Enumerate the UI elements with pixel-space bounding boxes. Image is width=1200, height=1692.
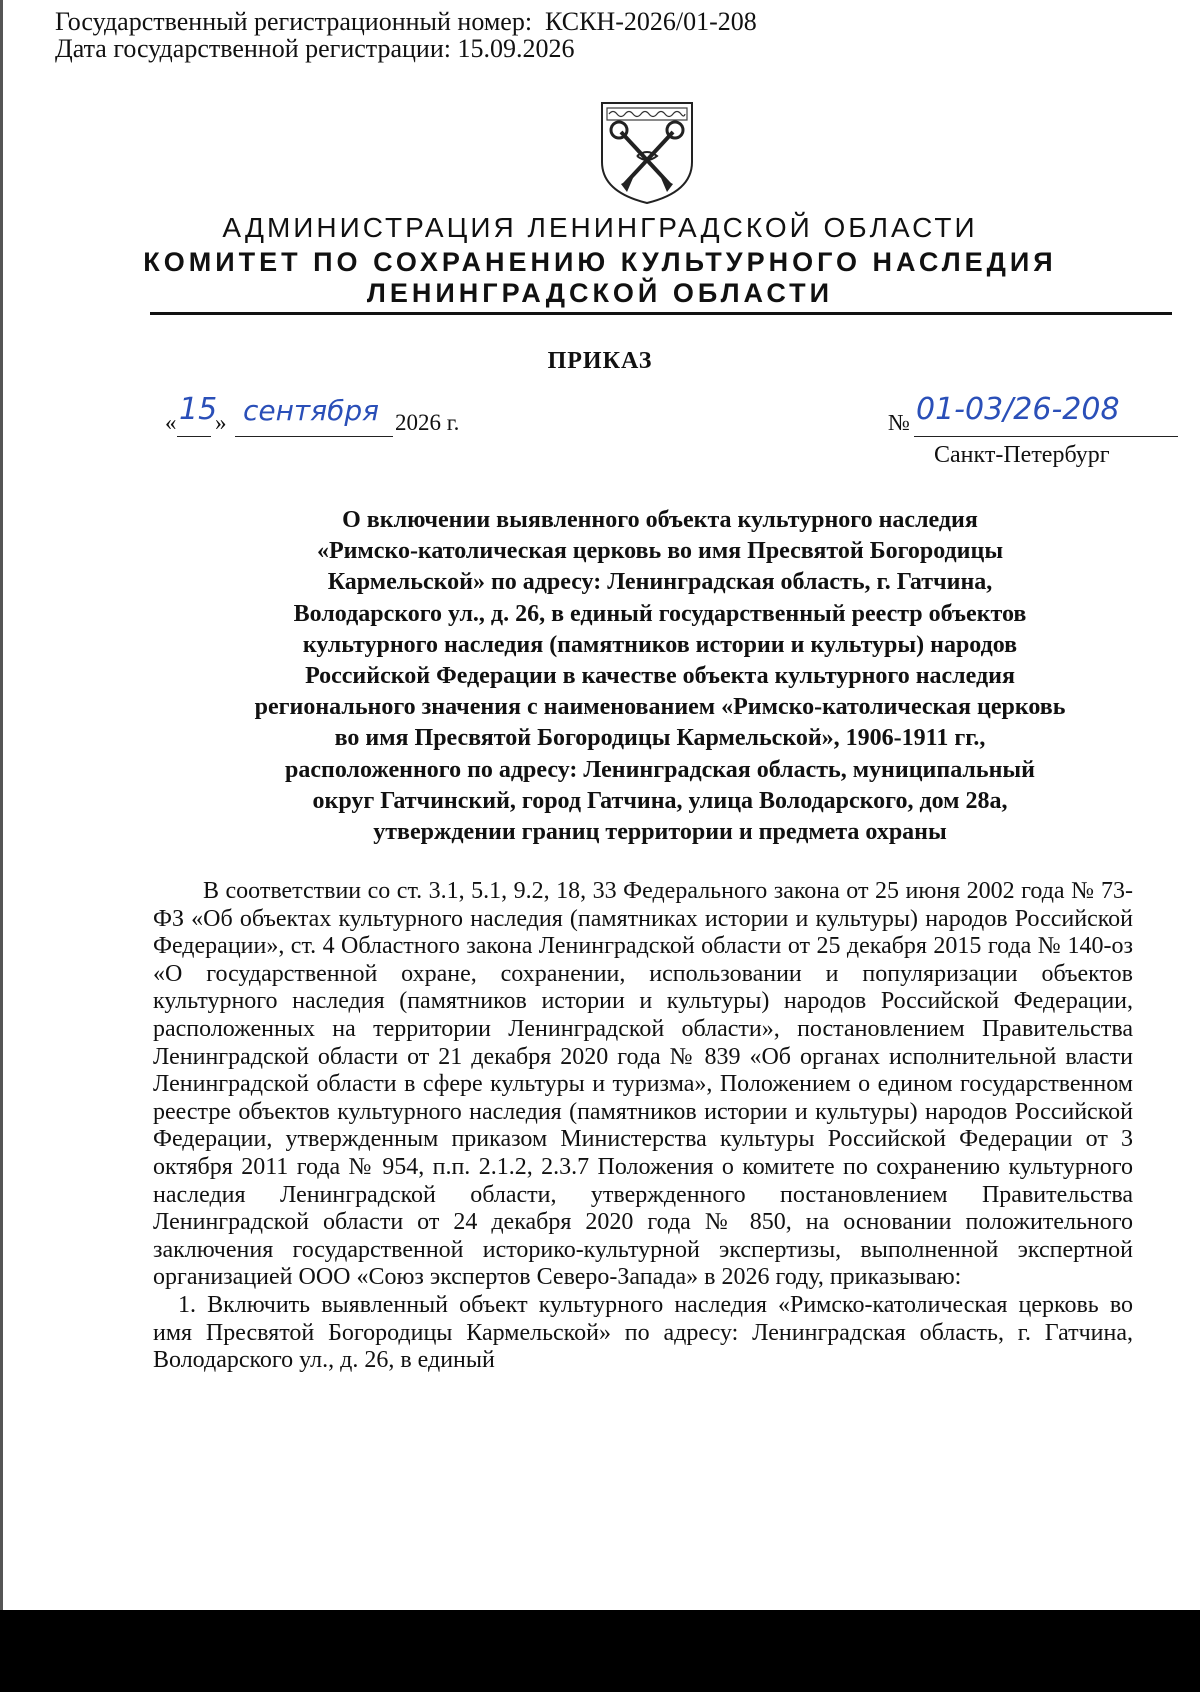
number-sign: № bbox=[888, 410, 910, 435]
administration-heading: АДМИНИСТРАЦИЯ ЛЕНИНГРАДСКОЙ ОБЛАСТИ bbox=[222, 212, 978, 243]
order-item-1: 1. Включить выявленный объект культурного наследия «Римско-католическая церковь во имя Пресвятой Богородицы Кармельской» по адресу: Ленинградская область, г. Гатчина, Володарского ул., д. 26, в единый bbox=[153, 1291, 1133, 1374]
title-line: культурного наследия (памятников истории и культуры) народов bbox=[302, 631, 1018, 658]
scan-bottom-border bbox=[0, 1610, 1200, 1692]
date-month-handwritten: сентября bbox=[243, 394, 379, 427]
date-day-handwritten: 15 bbox=[179, 392, 218, 427]
title-line: регионального значения с наименованием «Римско-католическая церковь bbox=[254, 694, 1066, 721]
date-day-underline bbox=[177, 436, 211, 437]
title-line: округ Гатчинский, город Гатчина, улица Володарского, дом 28а, bbox=[312, 787, 1008, 814]
title-line: во имя Пресвятой Богородицы Кармельской», 1906-1911 гг., bbox=[334, 725, 986, 752]
coat-of-arms-icon bbox=[599, 100, 695, 206]
order-number bbox=[888, 392, 1178, 440]
title-line: Володарского ул., д. 26, в единый государственный реестр объектов bbox=[293, 600, 1027, 627]
order-body bbox=[153, 878, 1133, 1375]
registration-number: Государственный регистрационный номер: КСКН-2026/01-208 bbox=[55, 7, 757, 36]
number-underline bbox=[914, 436, 1178, 437]
title-line: расположенного по адресу: Ленинградская область, муниципальный bbox=[285, 756, 1035, 783]
order-date bbox=[165, 392, 505, 440]
registration-date: Дата государственной регистрации: 15.09.2026 bbox=[55, 34, 575, 63]
city: Санкт-Петербург bbox=[934, 442, 1110, 468]
date-close-quote: » bbox=[215, 410, 227, 435]
title-line: «Римско-католическая церковь во имя Пресвятой Богородицы bbox=[316, 538, 1004, 565]
date-month-underline bbox=[235, 436, 393, 437]
title-line: Кармельской» по адресу: Ленинградская область, г. Гатчина, bbox=[327, 569, 993, 596]
order-title bbox=[160, 505, 1160, 848]
title-line: утверждении границ территории и предмета охраны bbox=[373, 819, 947, 846]
preamble-paragraph: В соответствии со ст. 3.1, 5.1, 9.2, 18, 33 Федерального закона от 25 июня 2002 года № 73-ФЗ «Об объектах культурного наследия (памятниках истории и культуры) народов Российской Федерации», ст. 4 Областного закона Ленинградской области от 25 декабря 2015 года № 140-оз «О государственной охране, сохранении, использовании и популяризации объектов культурного наследия (памятников истории и культуры) народов Российской Федерации, расположенных на территории Ленинградской области», постановлением Правительства Ленинградской области от 21 декабря 2020 года № 839 «Об органах исполнительной власти Ленинградской области в сфере культуры и туризма», Положением о едином государственном реестре объектов культурного наследия (памятников истории и культуры) народов Российской Федерации, утвержденным приказом Министерства культуры Российской Федерации от 3 октября 2011 года № 954, п.п. 2.1.2, 2.3.7 Положения о комитете по сохранению культурного наследия Ленинградской области, утвержденного постановлением Правительства Ленинградской области от 24 декабря 2020 года № 850, на основании положительного заключения государственной историко-культурной экспертизы, выполненной экспертной организацией ООО «Союз экспертов Северо-Запада» в 2026 году, приказываю: bbox=[153, 878, 1133, 1291]
header-divider bbox=[150, 312, 1172, 315]
registration-block bbox=[55, 8, 757, 62]
committee-heading-line2: ЛЕНИНГРАДСКОЙ ОБЛАСТИ bbox=[366, 278, 834, 308]
document-type: ПРИКАЗ bbox=[547, 348, 653, 374]
committee-heading bbox=[0, 247, 1200, 309]
committee-heading-line1: КОМИТЕТ ПО СОХРАНЕНИЮ КУЛЬТУРНОГО НАСЛЕДИЯ bbox=[143, 247, 1057, 277]
title-line: Российской Федерации в качестве объекта культурного наследия bbox=[305, 663, 1015, 690]
date-year: 2026 г. bbox=[395, 410, 460, 435]
date-open-quote: « bbox=[165, 410, 177, 435]
order-number-handwritten: 01-03/26-208 bbox=[916, 392, 1120, 427]
title-line: О включении выявленного объекта культурного наследия bbox=[342, 507, 978, 533]
